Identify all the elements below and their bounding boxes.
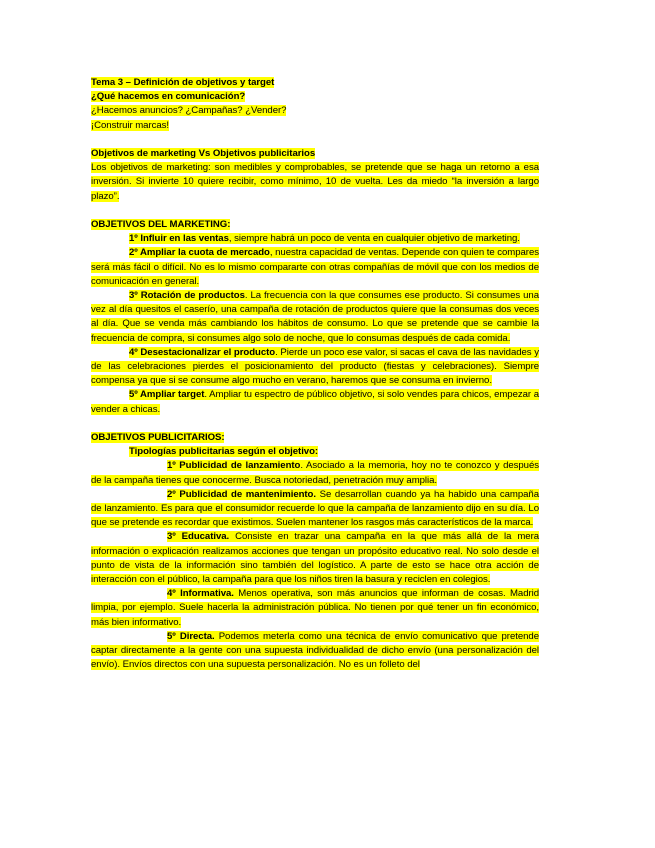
intro-line: ¿Hacemos anuncios? ¿Campañas? ¿Vender? [91,105,287,117]
publicitarios-item: 3º Educativa. Consiste en trazar una campaña en la que más allá de la mera información o explicación realizamos acciones que tengan un propósito educativo real. No solo desde el punto de vista de la información sino también del logístico. A parte de esto se hace otra acción de interacción con el público, la campaña para que los niños tiren la basura y reciclen en colegios. [91,531,539,586]
publicitarios-item: 5º Directa. Podemos meterla como una técnica de envío comunicativo que pretende captar directamente a la gente con una supuesta individualidad de dicho envío (una personalización del envío). Envíos directos con una supuesta personalización. No es un folleto del [91,630,539,671]
publicitarios-item: 1º Publicidad de lanzamiento. Asociado a la memoria, hoy no te conozco y después de la campaña tienes que conocerme. Busca notoriedad, penetración muy amplia. [91,460,539,486]
publicitarios-heading: OBJETIVOS PUBLICITARIOS: [91,432,225,444]
section-paragraph: Los objetivos de marketing: son medibles y comprobables, se pretende que se haga un retorno a esa inversión. Si invierte 10 quiere recibir, como mínimo, 10 de vuelta. Les da miedo “la inversión a largo plazo”. [91,162,539,202]
section-heading: Objetivos de marketing Vs Objetivos publicitarios [91,148,316,159]
document-title: Tema 3 – Definición de objetivos y target [91,77,275,88]
marketing-item: 5º Ampliar target. Ampliar tu espectro de público objetivo, si solo vendes para chicos, empezar a vender a chicas. [91,389,539,415]
marketing-heading: OBJETIVOS DEL MARKETING: [91,219,231,230]
marketing-item: 3º Rotación de productos. La frecuencia con la que consumes ese producto. Si consumes una vez al día quesitos el caserío, una campaña de rotación de productos quiere que la consumas dos veces al día. Que se venda más cambiando los hábitos de consumo. Lo que se pretende que se cambie la frecuencia de compra, si consumes algo solo de noche, que lo consumas después de cada comida. [91,290,539,344]
marketing-item: 2º Ampliar la cuota de mercado, nuestra capacidad de ventas. Depende con quien te compares será más fácil o difícil. No es lo mismo compararte con otras compañías de móvil que con los medios de comunicación en general. [91,247,539,287]
marketing-item: 1º Influir en las ventas, siempre habrá un poco de venta en cualquier objetivo de marketing. [129,233,520,245]
publicitarios-item: 2º Publicidad de mantenimiento. Se desarrollan cuando ya ha habido una campaña de lanzamiento. Es para que el consumidor recuerde lo que la campaña de lanzamiento dijo en su día. Lo que se pretende es recordar que existimos. Suelen mantener los rasgos más característicos de la marca. [91,488,540,529]
marketing-item: 4º Desestacionalizar el producto. Pierde un poco ese valor, si sacas el cava de las navidades y de las celebraciones pierdes el posicionamiento del producto (fiestas y celebraciones). Siempre compensa ya que si se consume algo mucho en verano, haremos que se consuma en invierno. [91,346,539,387]
intro-line: ¡Construir marcas! [91,119,169,131]
document-body [91,76,539,672]
publicitarios-subheading: Tipologías publicitarias según el objetivo: [129,446,319,458]
publicitarios-item: 4º Informativa. Menos operativa, son más anuncios que informan de cosas. Madrid limpia, por ejemplo. Suele hacerla la administración pública. No tienen por qué tener un fin económico, más bien informativo. [91,588,539,628]
intro-line: ¿Qué hacemos en comunicación? [91,91,246,103]
